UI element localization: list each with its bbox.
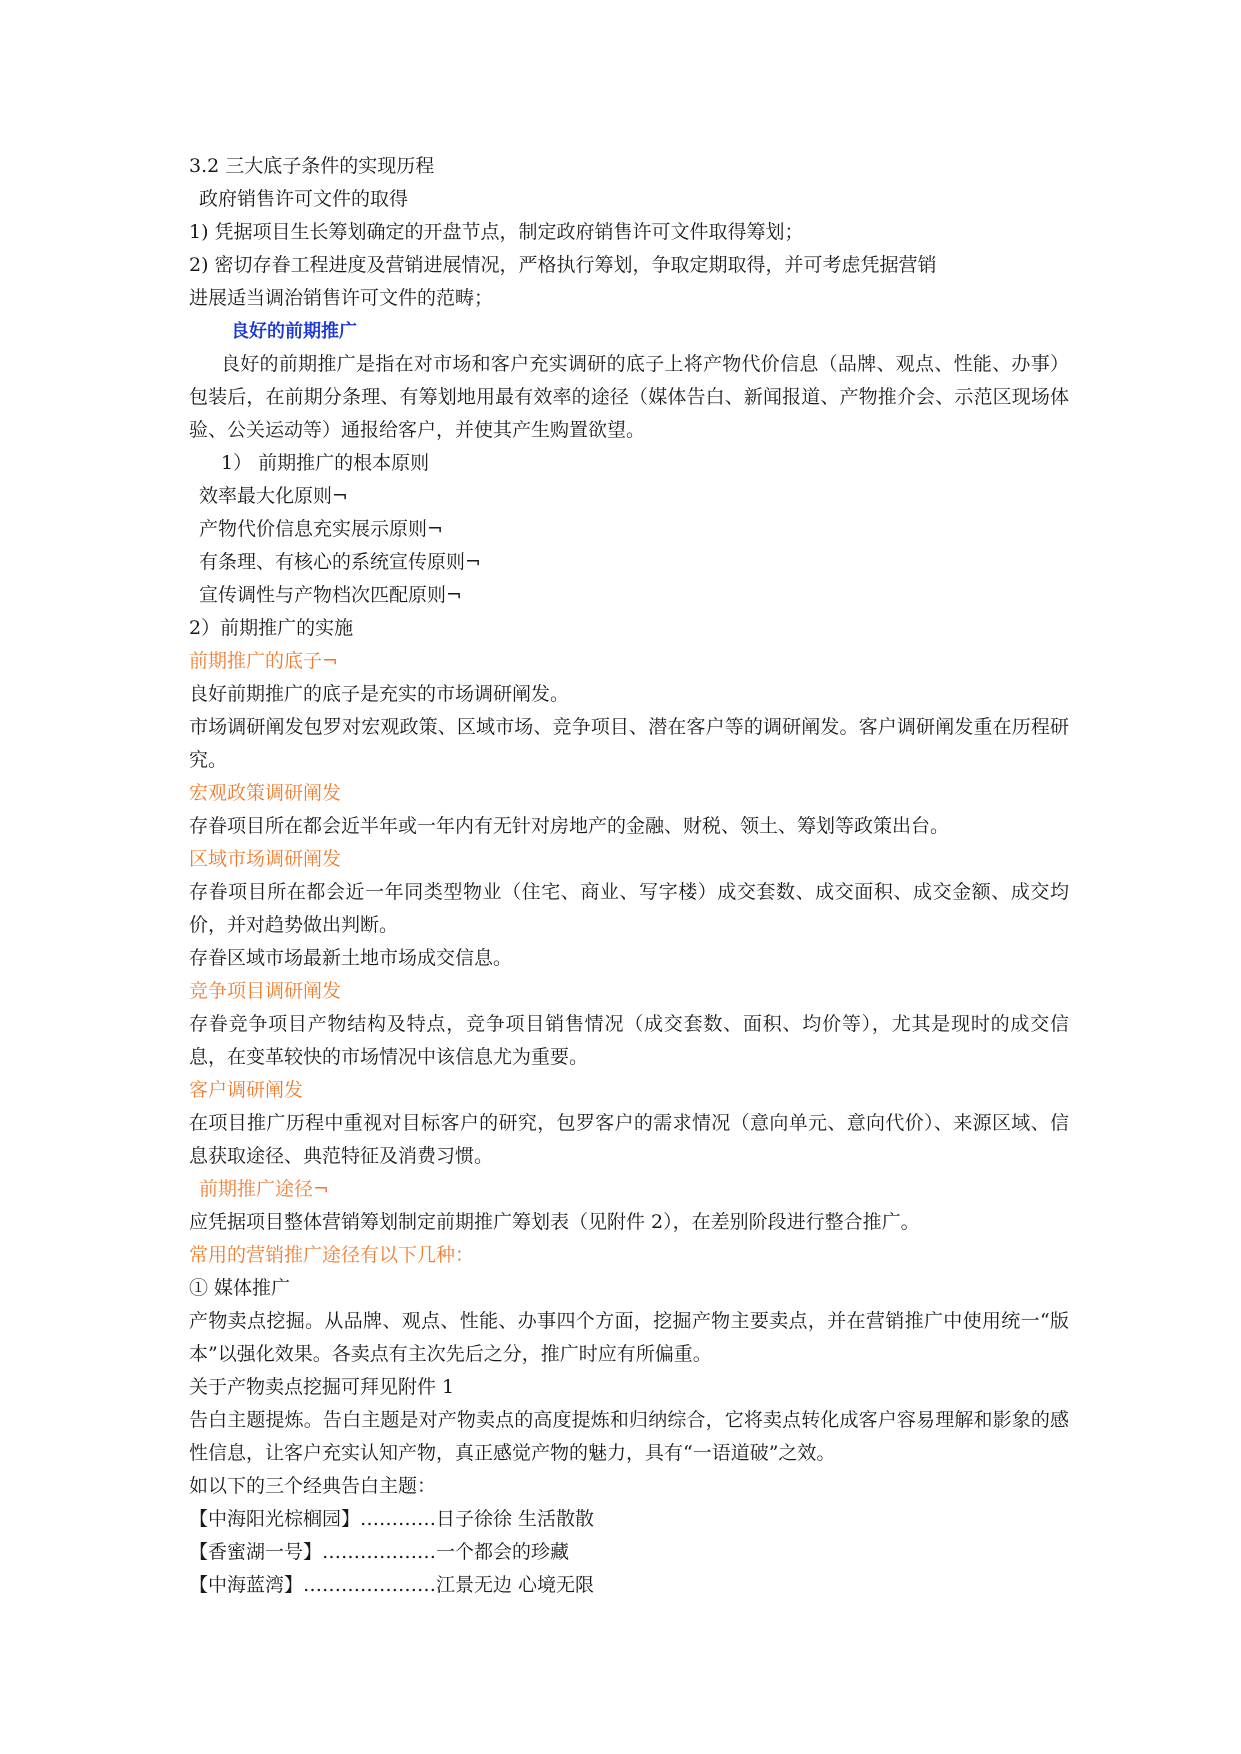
examples-intro: 如以下的三个经典告白主题： — [189, 1475, 437, 1497]
promo-heading: 良好的前期推广 — [231, 321, 357, 342]
basis-heading: 前期推广的底子¬ — [189, 650, 338, 672]
macro-text: 存眷项目所在都会近半年或一年内有无针对房地产的金融、财税、领土、筹划等政策出台。 — [189, 815, 950, 837]
theme-text: 告白主题提炼。告白主题是对产物卖点的高度提炼和归纳综合，它将卖点转化成客户容易理解和影象的感性信息，让客户充实认知产物，真正感觉产物的魅力，具有“一语道破”之效。 — [189, 1409, 1069, 1464]
regional-heading: 区域市场调研阐发 — [189, 848, 342, 870]
section-title: 3.2 三大底子条件的实现历程 — [189, 155, 435, 177]
competitor-heading: 竞争项目调研阐发 — [189, 980, 342, 1002]
regional-text-2: 存眷区域市场最新土地市场成交信息。 — [189, 947, 513, 969]
document-page — [189, 150, 1069, 1602]
principle-item: 效率最大化原则¬ — [199, 485, 348, 507]
see-appendix-text: 关于产物卖点挖掘可拜见附件 1 — [189, 1376, 455, 1398]
promo-intro: 良好的前期推广是指在对市场和客户充实调研的底子上将产物代价信息（品牌、观点、性能、办事）包装后，在前期分条理、有筹划地用最有效率的途径（媒体告白、新闻报道、产物推介会、示范区现场体验、公关运动等）通报给客户，并使其产生购置欲望。 — [189, 353, 1069, 441]
basis-text-2: 市场调研阐发包罗对宏观政策、区域市场、竞争项目、潜在客户等的调研阐发。客户调研阐发重在历程研究。 — [189, 716, 1069, 771]
implement-heading: 2）前期推广的实施 — [189, 617, 354, 639]
competitor-text: 存眷竞争项目产物结构及特点，竞争项目销售情况（成交套数、面积、均价等），尤其是现时的成交信息，在变革较快的市场情况中该信息尤为重要。 — [189, 1013, 1069, 1068]
principle-item: 有条理、有核心的系统宣传原则¬ — [199, 551, 481, 573]
customer-text: 在项目推广历程中重视对目标客户的研究，包罗客户的需求情况（意向单元、意向代价）、来源区域、信息获取途径、典范特征及消费习惯。 — [189, 1112, 1069, 1167]
example-item: 【中海蓝湾】…………………江景无边 心境无限 — [189, 1574, 595, 1596]
permit-item-2-line-1: 2) 密切存眷工程进度及营销进展情况，严格执行筹划，争取定期取得，并可考虑凭据营销 — [189, 254, 937, 276]
media-heading: ① 媒体推广 — [189, 1277, 291, 1299]
example-item: 【中海阳光棕榈园】…………日子徐徐 生活散散 — [189, 1508, 595, 1530]
regional-text-1: 存眷项目所在都会近一年同类型物业（住宅、商业、写字楼）成交套数、成交面积、成交金额、成交均价，并对趋势做出判断。 — [189, 881, 1069, 936]
example-item: 【香蜜湖一号】………………一个都会的珍藏 — [189, 1541, 570, 1563]
basis-text-1: 良好前期推广的底子是充实的市场调研阐发。 — [189, 683, 570, 705]
permit-item-2-line-2: 进展适当调治销售许可文件的范畴； — [189, 287, 494, 309]
principle-item: 宣传调性与产物档次匹配原则¬ — [199, 584, 462, 606]
permit-item-1: 1) 凭据项目生长筹划确定的开盘节点，制定政府销售许可文件取得筹划； — [189, 221, 804, 243]
macro-heading: 宏观政策调研阐发 — [189, 782, 342, 804]
permit-heading: 政府销售许可文件的取得 — [199, 188, 409, 210]
principle-item: 产物代价信息充实展示原则¬ — [199, 518, 443, 540]
principles-heading: 1） 前期推广的根本原则 — [221, 452, 430, 474]
channels-heading: 前期推广途径¬ — [199, 1178, 329, 1200]
selling-points-text: 产物卖点挖掘。从品牌、观点、性能、办事四个方面，挖掘产物主要卖点，并在营销推广中使用统一“版本”以强化效果。各卖点有主次先后之分，推广时应有所偏重。 — [189, 1310, 1069, 1365]
channels-text: 应凭据项目整体营销筹划制定前期推广筹划表（见附件 2），在差别阶段进行整合推广。 — [189, 1211, 920, 1233]
customer-heading: 客户调研阐发 — [189, 1079, 304, 1101]
common-channels-heading: 常用的营销推广途径有以下几种： — [189, 1244, 475, 1266]
